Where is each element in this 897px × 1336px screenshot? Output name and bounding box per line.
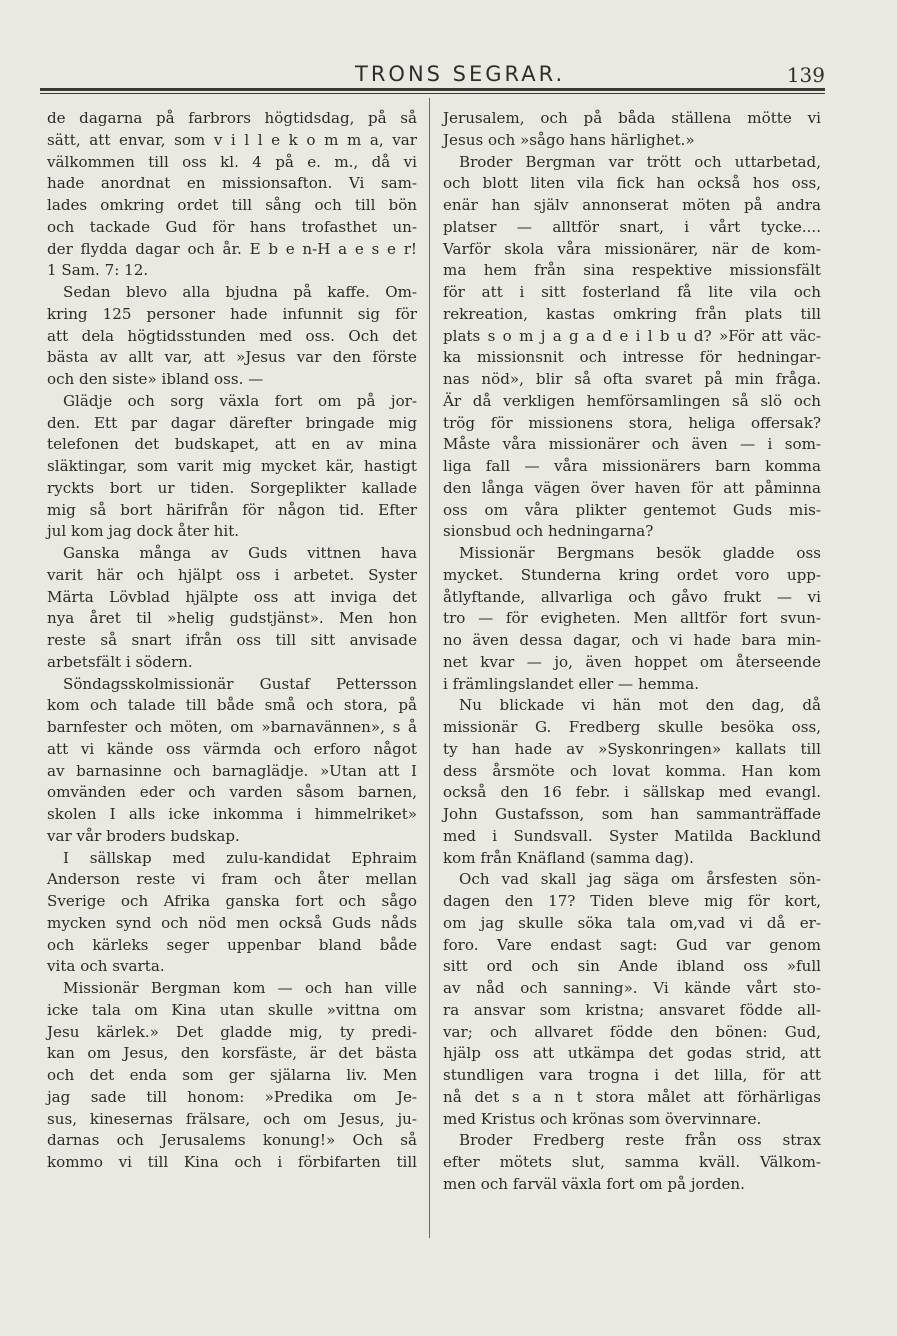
text-line: jul kom jag dock åter hit. xyxy=(47,522,240,541)
text-line: dess årsmöte och lovat komma. Han kom xyxy=(443,761,821,780)
text-line: liga fall — våra missionärers barn komma xyxy=(443,457,821,475)
text-line: Varför skola våra missionärer, när de kom- xyxy=(443,239,821,258)
text-line: Missionär Bergman kom — och han ville xyxy=(63,979,417,997)
right-column xyxy=(443,108,821,1196)
text-line: jag sade till honom: »Predika om Je- xyxy=(47,1087,417,1106)
text-line: reste så snart ifrån oss till sitt anvisade xyxy=(47,631,417,649)
text-line: var vår broders budskap. xyxy=(47,826,240,845)
text-line: och blott liten vila fick han också hos oss, xyxy=(443,174,821,193)
text-line: plats s o m j a g a d e i l b u d? »För att väc- xyxy=(443,326,821,345)
text-line: John Gustafsson, som han sammanträffade xyxy=(443,805,821,823)
text-line: sitt ord och sin Ande ibland oss »full xyxy=(443,957,821,976)
text-line: dagen den 17? Tiden bleve mig för kort, xyxy=(443,892,821,910)
text-line: bästa av allt var, att »Jesus var den förste xyxy=(47,348,417,367)
text-line: kan om Jesus, den korsfäste, är det bästa xyxy=(47,1044,417,1063)
text-line: var; och allvaret födde den bönen: Gud, xyxy=(443,1022,821,1041)
text-line: Sedan blevo alla bjudna på kaffe. Om- xyxy=(63,283,417,301)
page-header xyxy=(30,60,825,90)
text-line: de dagarna på farbrors högtidsdag, på så xyxy=(47,109,417,127)
text-line: att vi kände oss värmda och erforo något xyxy=(47,739,417,758)
text-line: Anderson reste vi fram och åter mellan xyxy=(47,870,417,889)
text-line: kommo vi till Kina och i förbifarten till xyxy=(47,1153,417,1171)
text-line: välkommen till oss kl. 4 på e. m., då vi xyxy=(47,152,417,171)
text-line: Sverige och Afrika ganska fort och sågo xyxy=(47,892,417,910)
text-line: sus, kinesernas frälsare, och om Jesus, ju- xyxy=(47,1109,417,1128)
text-line: no även dessa dagar, och vi hade bara min- xyxy=(443,631,821,649)
text-line: icke tala om Kina utan skulle »vittna om xyxy=(47,1000,417,1019)
text-line: hade anordnat en missionsafton. Vi sam- xyxy=(47,174,417,193)
text-line: efter mötets slut, samma kväll. Välkom- xyxy=(443,1153,821,1171)
text-line: ra ansvar som kristna; ansvaret födde all- xyxy=(443,1000,821,1019)
left-column xyxy=(47,108,417,1174)
header-rule-thick xyxy=(40,88,825,91)
text-line: Nu blickade vi hän mot den dag, då xyxy=(459,696,821,715)
text-line: Broder Bergman var trött och uttarbetad, xyxy=(459,152,821,171)
text-line: med Kristus och krönas som övervinnare. xyxy=(443,1109,762,1128)
text-line: Är då verkligen hemförsamlingen så slö och xyxy=(443,391,821,410)
text-line: hjälp oss att utkämpa det godas strid, att xyxy=(443,1044,821,1063)
text-line: sätt, att envar, som v i l l e k o m m a, var xyxy=(47,130,417,149)
text-line: ty han hade av »Syskonringen» kallats till xyxy=(443,739,821,758)
text-line: Märta Lövblad hjälpte oss att inviga det xyxy=(47,587,417,606)
text-line: arbetsfält i södern. xyxy=(47,652,193,671)
text-line: mig så bort härifrån för någon tid. Efter xyxy=(47,500,417,519)
text-line: barnfester och möten, om »barnavännen», s å xyxy=(47,718,417,736)
text-line: sionsbud och hedningarna? xyxy=(443,522,654,541)
text-line: i främlingslandet eller — hemma. xyxy=(443,674,700,693)
text-line: med i Sundsvall. Syster Matilda Backlund xyxy=(443,826,821,845)
text-line: Måste våra missionärer och även — i som- xyxy=(443,435,821,454)
text-line: skolen I alls icke inkomma i himmelriket» xyxy=(47,805,417,823)
text-line: ma hem från sina respektive missionsfält xyxy=(443,261,821,280)
text-line: net kvar — jo, även hoppet om återseende xyxy=(443,652,821,671)
text-line: att dela högtidsstunden med oss. Och det xyxy=(47,326,417,345)
text-line: om jag skulle söka tala om,vad vi då er- xyxy=(443,913,821,932)
text-line: mycket. Stunderna kring ordet voro upp- xyxy=(443,565,821,584)
text-line: varit här och hjälpt oss i arbetet. Syster xyxy=(47,565,417,584)
text-line: der flydda dagar och år. E b e n-H a e s e r! xyxy=(47,239,417,258)
text-line: missionär G. Fredberg skulle besöka oss, xyxy=(443,718,821,736)
text-line: Och vad skall jag säga om årsfesten sön- xyxy=(459,870,821,889)
text-line: nas nöd», blir så ofta svaret på min fråga. xyxy=(443,370,821,388)
text-line: kring 125 personer hade infunnit sig för xyxy=(47,304,417,323)
header-rule-thin xyxy=(40,93,825,94)
running-title: TRONS SEGRAR. xyxy=(355,62,566,86)
text-line: och kärleks seger uppenbar bland både xyxy=(47,935,417,954)
text-line: mycken synd och nöd men också Guds nåds xyxy=(47,913,417,932)
text-line: oss om våra plikter gentemot Guds mis- xyxy=(443,500,821,519)
text-line: Söndagsskolmissionär Gustaf Pettersson xyxy=(63,674,417,693)
text-line: för att i sitt fosterland få lite vila och xyxy=(443,283,821,301)
text-line: omvänden eder och varden såsom barnen, xyxy=(47,783,417,802)
text-line: Broder Fredberg reste från oss strax xyxy=(459,1131,821,1150)
text-line: enär han själv annonserat möten på andra xyxy=(443,196,821,214)
text-line: I sällskap med zulu-kandidat Ephraim xyxy=(63,848,417,867)
text-line: ryckts bort ur tiden. Sorgeplikter kallade xyxy=(47,478,417,497)
text-line: och den siste» ibland oss. — xyxy=(47,370,264,388)
text-line: också den 16 febr. i sällskap med evangl. xyxy=(443,783,821,802)
text-line: nya året til »helig gudstjänst». Men hon xyxy=(47,609,417,628)
text-line: nå det s a n t stora målet att förhärligas xyxy=(443,1087,821,1106)
text-line: darnas och Jerusalems konung!» Och så xyxy=(47,1131,417,1150)
text-line: kom och talade till både små och stora, på xyxy=(47,696,417,715)
text-line: lades omkring ordet till sång och till bön xyxy=(47,196,417,214)
text-line: Jesus och »sågo hans härlighet.» xyxy=(443,130,695,149)
text-line: tro — för evigheten. Men alltför fort svun- xyxy=(443,609,821,628)
text-line: släktingar, som varit mig mycket kär, hastigt xyxy=(47,457,417,475)
text-line: Glädje och sorg växla fort om på jor- xyxy=(63,391,417,410)
text-line: kom från Knäfland (samma dag). xyxy=(443,848,694,867)
text-line: trög för missionens stora, heliga offersak? xyxy=(443,413,821,432)
text-line: den långa vägen över haven för att påminna xyxy=(443,478,821,497)
text-line: av barnasinne och barnaglädje. »Utan att I xyxy=(47,761,417,780)
text-line: ka missionsnit och intresse för hedningar- xyxy=(443,348,821,367)
text-line: den. Ett par dagar därefter bringade mig xyxy=(47,413,417,432)
text-line: Jesu kärlek.» Det gladde mig, ty predi- xyxy=(47,1022,417,1041)
text-line: foro. Vare endast sagt: Gud var genom xyxy=(443,935,821,954)
text-line: Jerusalem, och på båda ställena mötte vi xyxy=(443,109,821,127)
text-line: telefonen det budskapet, att en av mina xyxy=(47,435,417,454)
column-divider xyxy=(429,98,430,1238)
text-line: åtlyftande, allvarliga och gåvo frukt — vi xyxy=(443,587,821,606)
text-line: 1 Sam. 7: 12. xyxy=(47,261,149,280)
page-number: 139 xyxy=(786,63,825,87)
text-line: av nåd och sanning». Vi kände vårt sto- xyxy=(443,979,821,997)
text-line: platser — alltför snart, i vårt tycke.... xyxy=(443,217,821,236)
text-line: vita och svarta. xyxy=(47,957,165,976)
text-line: stundligen vara trogna i det lilla, för att xyxy=(443,1066,821,1084)
text-line: Missionär Bergmans besök gladde oss xyxy=(459,544,821,562)
text-line: rekreation, kastas omkring från plats till xyxy=(443,304,821,323)
text-line: och det enda som ger själarna liv. Men xyxy=(47,1066,417,1084)
text-line: men och farväl växla fort om på jorden. xyxy=(443,1174,745,1193)
text-line: och tackade Gud för hans trofasthet un- xyxy=(47,217,417,236)
text-line: Ganska många av Guds vittnen hava xyxy=(63,544,417,562)
